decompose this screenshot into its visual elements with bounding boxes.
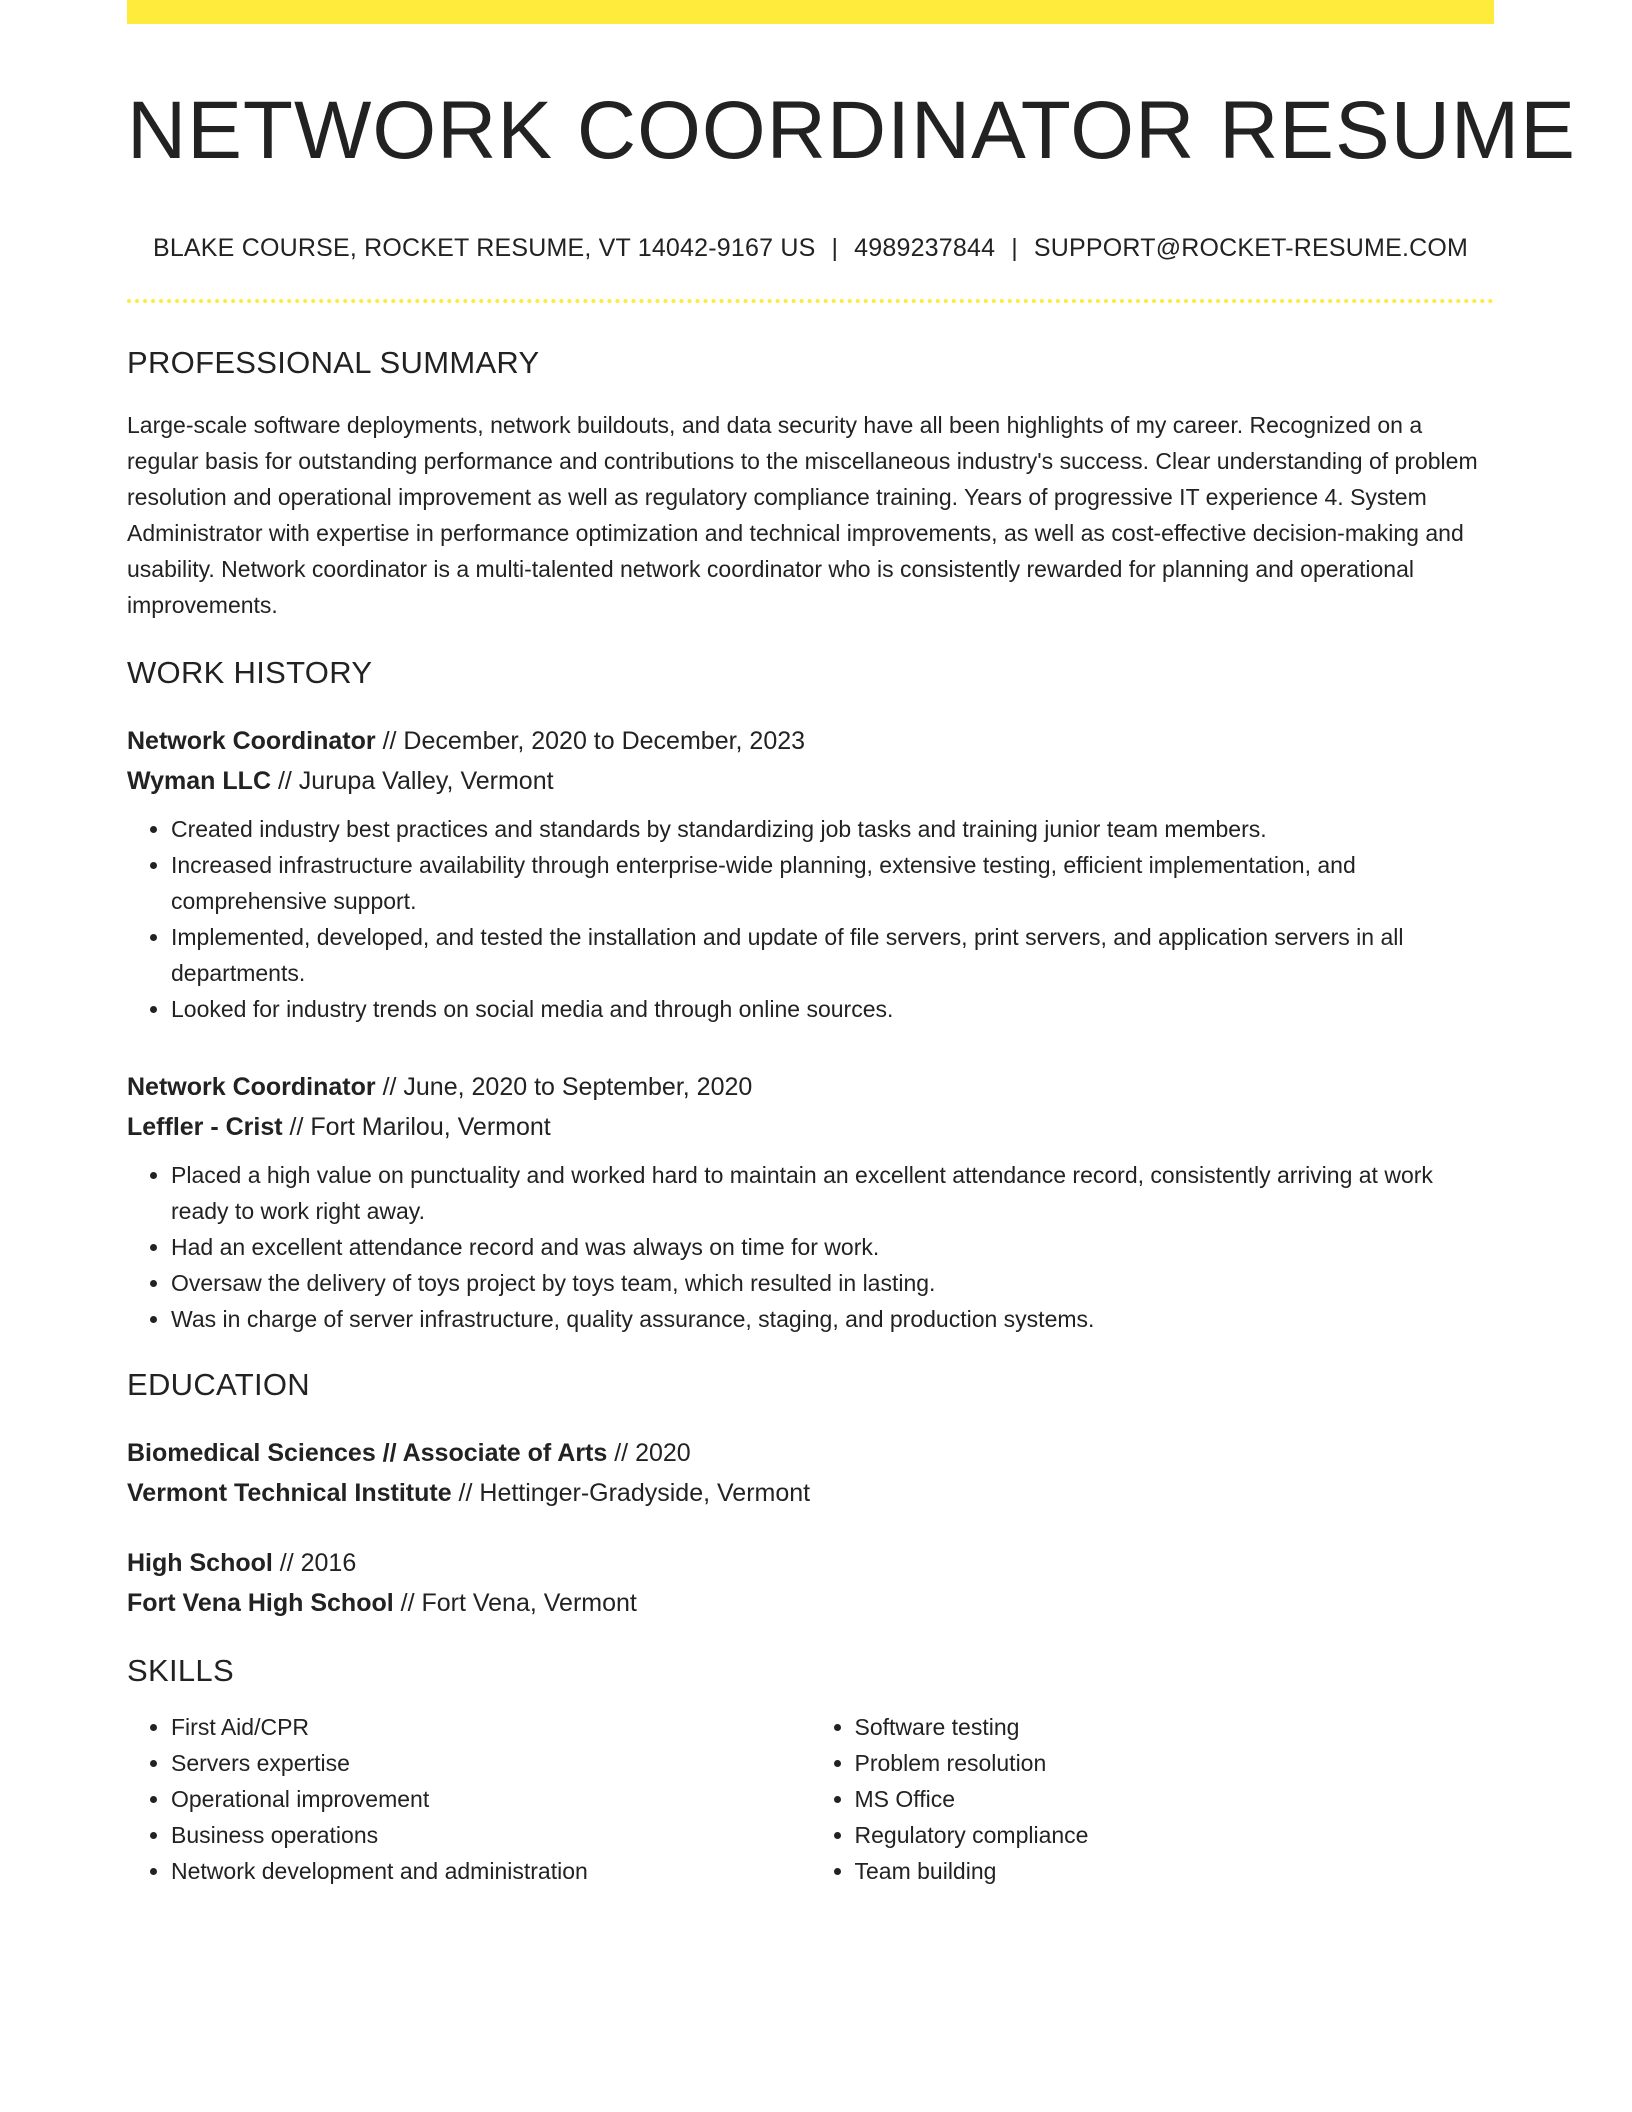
education-entry [127, 1433, 1494, 1513]
dotted-divider [127, 299, 1494, 303]
contact-address: BLAKE COURSE, ROCKET RESUME, VT 14042-9167 US [152, 234, 816, 263]
summary-heading: PROFESSIONAL SUMMARY [127, 345, 540, 381]
skills-left-list [127, 1709, 811, 1889]
job-dates: // December, 2020 to December, 2023 [375, 727, 806, 756]
skill-item: • First Aid/CPR [171, 1709, 811, 1745]
skill-item: • MS Office [855, 1781, 1495, 1817]
education-entry [127, 1543, 1494, 1623]
skill-item: • Regulatory compliance [855, 1817, 1495, 1853]
job-dates: // June, 2020 to September, 2020 [375, 1073, 753, 1102]
job-company: Leffler - Crist [127, 1113, 283, 1142]
job-entry [127, 721, 1494, 1027]
work-history-heading: WORK HISTORY [127, 655, 373, 691]
education-degree-line [127, 1543, 1494, 1583]
education-school-line [127, 1583, 1494, 1623]
education-location: // Hettinger-Gradyside, Vermont [451, 1479, 811, 1508]
contact-phone: 4989237844 [854, 234, 996, 263]
job-bullet: • Placed a high value on punctuality and worked hard to maintain an excellent attendance record, consistently arriving at work ready to work right away. [171, 1157, 1494, 1229]
job-title: Network Coordinator [127, 727, 376, 756]
job-title-line [127, 721, 1494, 761]
education-school: Vermont Technical Institute [127, 1479, 452, 1508]
resume-title: NETWORK COORDINATOR RESUME [127, 85, 1576, 176]
job-location: // Jurupa Valley, Vermont [271, 767, 554, 796]
education-location: // Fort Vena, Vermont [393, 1589, 637, 1618]
education-degree: Biomedical Sciences // Associate of Arts [127, 1439, 608, 1468]
education-year: // 2016 [272, 1549, 357, 1578]
skills-columns [127, 1709, 1494, 1889]
summary-text: Large-scale software deployments, network buildouts, and data security have all been highlights of my career. Recognized on a regular basis for outstanding performance and contributions to the miscellaneous industry's success. Clear understanding of problem resolution and operational improvement as well as regulatory compliance training. Years of progressive IT experience 4. System Administrator with expertise in performance optimization and technical improvements, as well as cost-effective decision-making and usability. Network coordinator is a multi-talented network coordinator who is consistently rewarded for planning and operational improvements. [127, 412, 1478, 619]
skill-item: • Team building [855, 1853, 1495, 1889]
education-school-line [127, 1473, 1494, 1513]
job-bullet: • Increased infrastructure availability through enterprise-wide planning, extensive testing, efficient implementation, and comprehensive support. [171, 847, 1494, 919]
job-entry [127, 1067, 1494, 1337]
job-title-line [127, 1067, 1494, 1107]
skills-right-list [811, 1709, 1495, 1889]
job-bullet: • Was in charge of server infrastructure, quality assurance, staging, and production systems. [171, 1301, 1494, 1337]
education-school: Fort Vena High School [127, 1589, 394, 1618]
education-degree: High School [127, 1549, 273, 1578]
skills-heading: SKILLS [127, 1653, 234, 1689]
job-bullet: • Created industry best practices and standards by standardizing job tasks and training junior team members. [171, 811, 1494, 847]
job-title: Network Coordinator [127, 1073, 376, 1102]
job-bullets [127, 811, 1494, 1027]
education-degree-line [127, 1433, 1494, 1473]
job-company-line [127, 1107, 1494, 1147]
contact-line [127, 234, 1494, 263]
job-bullet: • Looked for industry trends on social media and through online sources. [171, 991, 1494, 1027]
skill-item: • Network development and administration [171, 1853, 811, 1889]
contact-email: SUPPORT@ROCKET-RESUME.COM [1033, 234, 1469, 263]
skill-item: • Problem resolution [855, 1745, 1495, 1781]
job-bullet: • Had an excellent attendance record and was always on time for work. [171, 1229, 1494, 1265]
job-company: Wyman LLC [127, 767, 271, 796]
contact-separator: | [1011, 234, 1018, 263]
skill-item: • Business operations [171, 1817, 811, 1853]
resume-page [127, 0, 1576, 1889]
education-year: // 2020 [607, 1439, 691, 1468]
contact-separator: | [831, 234, 839, 263]
job-company-line [127, 761, 1494, 801]
skill-item: • Servers expertise [171, 1745, 811, 1781]
top-accent-bar [127, 0, 1494, 24]
job-location: // Fort Marilou, Vermont [282, 1113, 551, 1142]
job-bullets [127, 1157, 1494, 1337]
skill-item: • Operational improvement [171, 1781, 811, 1817]
job-bullet: • Implemented, developed, and tested the installation and update of file servers, print servers, and application servers in all departments. [171, 919, 1494, 991]
job-bullet: • Oversaw the delivery of toys project by toys team, which resulted in lasting. [171, 1265, 1494, 1301]
skill-item: • Software testing [855, 1709, 1495, 1745]
education-heading: EDUCATION [127, 1367, 310, 1403]
